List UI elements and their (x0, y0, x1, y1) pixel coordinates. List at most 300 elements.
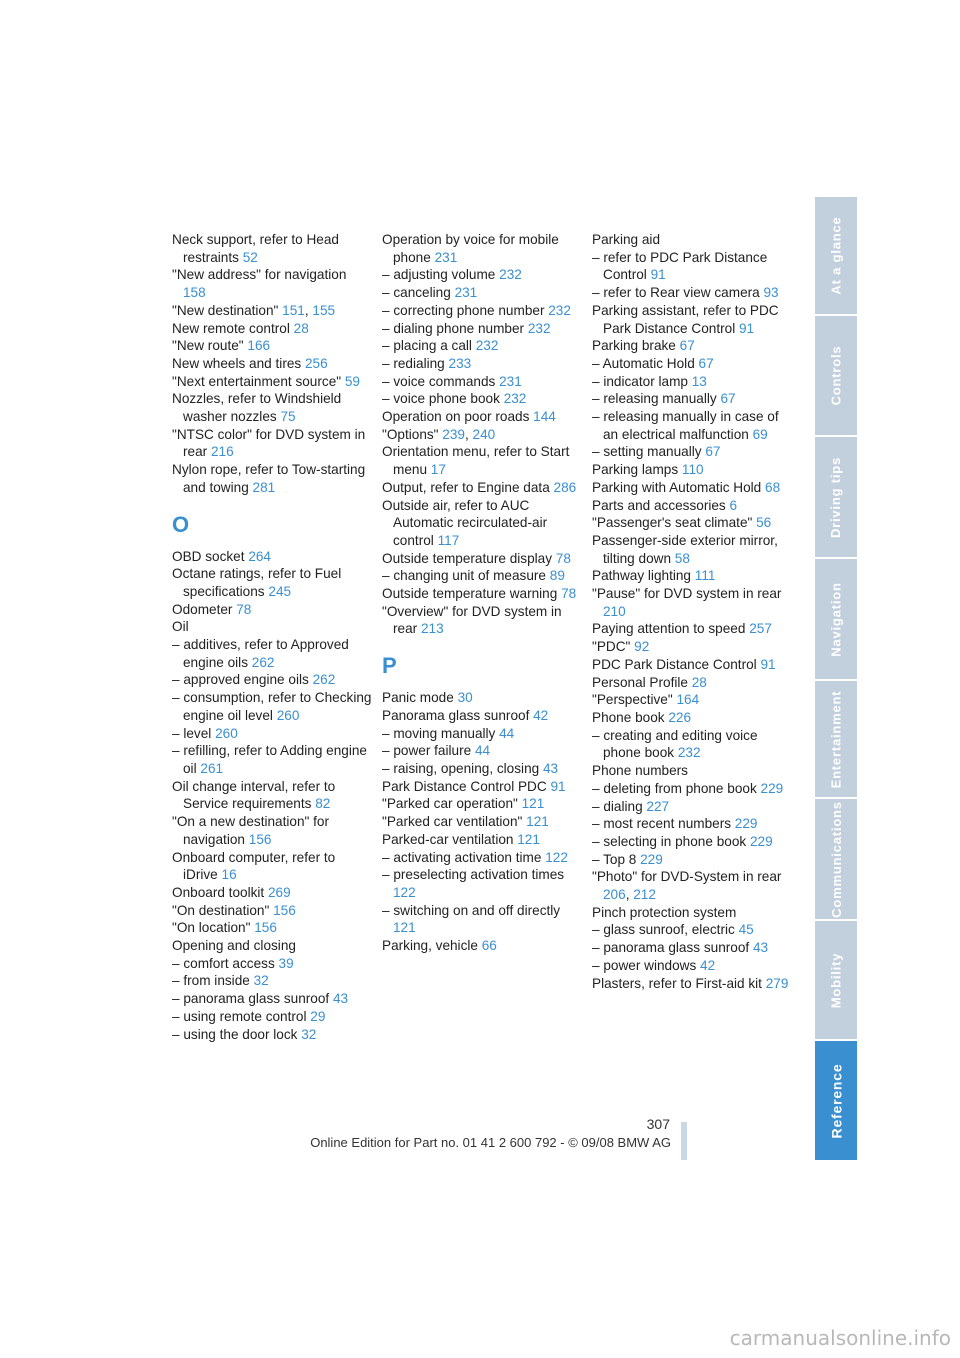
index-entry (172, 231, 372, 266)
entry-text: – level (172, 725, 216, 741)
page-link[interactable]: 216 (210, 444, 234, 460)
index-entry (592, 249, 792, 284)
page-link[interactable]: 111 (694, 568, 716, 584)
index-entry (592, 868, 792, 903)
index-entry (382, 760, 582, 778)
page-link[interactable]: 158 (183, 285, 206, 301)
entry-text: Onboard toolkit (172, 884, 268, 900)
entry-text: – voice phone book (382, 391, 504, 407)
entry-text: – placing a call (382, 338, 476, 354)
page-link[interactable]: 166 (247, 338, 271, 354)
entry-text: "Parked car ventilation" (382, 814, 527, 830)
page-link[interactable]: 121 (517, 831, 540, 847)
entry-text: – preselecting activation times (382, 867, 565, 883)
index-entry (592, 638, 792, 656)
entry-text: "Pause" for DVD system in rear (592, 586, 782, 602)
entry-text: "Next entertainment source" (172, 373, 345, 389)
entry-text: Outside temperature warning (382, 586, 562, 602)
page-link[interactable]: 67 (679, 338, 695, 354)
page-link[interactable]: 78 (236, 601, 252, 617)
page-link[interactable]: 110 (681, 462, 704, 478)
chapter-sidebar (815, 197, 857, 1160)
entry-text: – adjusting volume (382, 267, 500, 283)
page-link[interactable]: 262 (251, 654, 275, 670)
entry-text: Oil change interval, refer to Service requirements (172, 778, 336, 812)
index-entry (592, 231, 792, 249)
entry-text: Output, refer to Engine data (382, 479, 554, 495)
entry-text: – indicator lamp (592, 373, 692, 389)
entry-text: Orientation menu, refer to Start menu (382, 444, 570, 478)
index-entry (592, 709, 792, 727)
index-entry (172, 1008, 372, 1026)
index-entry (382, 337, 582, 355)
index-entry (382, 795, 582, 813)
page-link[interactable]: 232 (503, 391, 527, 407)
page-link[interactable]: 44 (474, 743, 491, 759)
index-entry (172, 1026, 372, 1044)
index-entry (592, 957, 792, 975)
entry-text: – releasing manually (592, 391, 721, 407)
entry-text: – power failure (382, 743, 475, 759)
entry-text: "NTSC color" for DVD system in rear (172, 426, 366, 460)
entry-text: Panorama glass sunroof (382, 707, 534, 723)
index-entry (382, 408, 582, 426)
page-link[interactable]: 155 (312, 302, 336, 318)
index-entry (172, 725, 372, 743)
index-entry (382, 479, 582, 497)
entry-text: Operation on poor roads (382, 409, 534, 425)
sidebar-tab-mobility[interactable]: Mobility (815, 921, 857, 1039)
page-link[interactable]: 231 (434, 249, 458, 265)
entry-text: – using remote control (172, 1008, 311, 1024)
index-entry (592, 497, 792, 515)
page-link[interactable]: 56 (756, 515, 772, 531)
index-entry (592, 408, 792, 443)
entry-text: "Passenger's seat climate" (592, 515, 757, 531)
entry-text: "On destination" (172, 902, 274, 918)
entry-text: – deleting from phone book (592, 780, 761, 796)
entry-text: Octane ratings, refer to Fuel specifications (172, 566, 342, 599)
index-entry (172, 813, 372, 848)
index-entry (592, 674, 792, 692)
page-link[interactable]: 6 (729, 497, 738, 513)
index-entry (592, 567, 792, 585)
index-entry (592, 815, 792, 833)
entry-text: – using the door lock (172, 1026, 302, 1042)
entry-text: "New address" for navigation (172, 267, 347, 283)
entry-text: Parking assistant, refer to PDC Park Distance Control (592, 302, 779, 336)
entry-text: – refer to PDC Park Distance Control (592, 249, 768, 283)
index-entry (172, 990, 372, 1008)
entry-text: Parts and accessories (592, 497, 730, 513)
page-link[interactable]: 213 (420, 621, 444, 637)
page-link[interactable]: 69 (752, 426, 768, 442)
index-entry (172, 972, 372, 990)
index-entry (382, 355, 582, 373)
page-link[interactable]: 122 (545, 849, 568, 865)
index-entry (382, 373, 582, 391)
entry-text: Nozzles, refer to Windshield washer nozzles (172, 391, 342, 425)
page-link[interactable]: 279 (765, 975, 789, 991)
index-entry (592, 833, 792, 851)
page-separator: , (464, 426, 473, 442)
entry-text: Pathway lighting (592, 568, 695, 584)
index-entry (172, 689, 372, 724)
entry-text: "On a new destination" for navigation (172, 814, 330, 847)
entry-text: "PDC" (592, 639, 635, 655)
entry-text: PDC Park Distance Control (592, 656, 761, 672)
page-link[interactable]: 67 (698, 355, 714, 371)
entry-text: – panorama glass sunroof (172, 991, 333, 1007)
page-link[interactable]: 66 (481, 938, 497, 954)
entry-text: Operation by voice for mobile phone (382, 232, 559, 265)
entry-text: Paying attention to speed (592, 621, 750, 637)
page-link[interactable]: 43 (542, 760, 559, 776)
index-entry (592, 373, 792, 391)
entry-text: Oil (172, 619, 189, 635)
index-entry (172, 937, 372, 955)
index-entry (382, 266, 582, 284)
index-column-3 (592, 231, 792, 992)
page-link[interactable]: 144 (533, 409, 556, 425)
index-entry (172, 919, 372, 937)
page-link[interactable]: 29 (310, 1008, 326, 1024)
index-entry (172, 902, 372, 920)
page-link[interactable]: 229 (760, 780, 784, 796)
index-entry (172, 636, 372, 671)
sidebar-tab-at-a-glance[interactable]: At a glance (815, 197, 857, 314)
entry-text: Odometer (172, 601, 237, 617)
page-link[interactable]: 122 (393, 884, 416, 900)
page-link[interactable]: 43 (752, 940, 769, 956)
entry-text: "Perspective" (592, 692, 677, 708)
entry-text: – refilling, refer to Adding engine oil (172, 743, 367, 776)
index-entry (172, 778, 372, 813)
index-entry (382, 231, 582, 266)
page-link[interactable]: 28 (293, 320, 309, 336)
entry-text: – dialing phone number (382, 320, 528, 336)
page-link[interactable]: 58 (674, 550, 690, 566)
page-link[interactable]: 264 (248, 548, 271, 564)
page-link[interactable]: 17 (430, 462, 446, 478)
index-entry (382, 443, 582, 478)
page-link[interactable]: 210 (603, 603, 626, 619)
sidebar-tab-communications[interactable]: Communications (815, 799, 857, 919)
index-entry (172, 355, 372, 373)
page-link[interactable]: 121 (521, 796, 545, 812)
entry-text: Parking, vehicle (382, 938, 482, 954)
page-link[interactable]: 32 (253, 973, 269, 989)
page-link[interactable]: 240 (472, 426, 496, 442)
entry-text: – most recent numbers (592, 816, 735, 832)
entry-text: Phone numbers (592, 763, 688, 779)
entry-text: – additives, refer to Approved engine oils (172, 637, 349, 670)
page-link[interactable]: 82 (315, 796, 331, 812)
index-entry (382, 707, 582, 725)
entry-text: Parking with Automatic Hold (592, 479, 766, 495)
entry-text: "New route" (172, 338, 248, 354)
page-link[interactable]: 286 (553, 479, 577, 495)
index-entry (172, 461, 372, 496)
entry-text: Pinch protection system (592, 904, 737, 920)
index-entry (382, 390, 582, 408)
sidebar-tab-reference[interactable]: Reference (815, 1041, 857, 1160)
index-entry (592, 390, 792, 408)
entry-text: – from inside (172, 973, 254, 989)
page-link[interactable]: 30 (457, 690, 473, 706)
entry-text: – creating and editing voice phone book (592, 727, 758, 761)
index-entry (592, 851, 792, 869)
entry-text: "Photo" for DVD-System in rear (592, 869, 782, 885)
page-link[interactable]: 91 (550, 778, 566, 794)
entry-text: Park Distance Control PDC (382, 778, 551, 794)
page-link[interactable]: 281 (252, 479, 276, 495)
index-entry (592, 780, 792, 798)
page-link[interactable]: 262 (312, 672, 336, 688)
index-entry (172, 373, 372, 391)
index-entry (592, 532, 792, 567)
page-link[interactable]: 229 (734, 816, 758, 832)
index-entry (592, 355, 792, 373)
page-link[interactable]: 121 (393, 920, 416, 936)
index-entry (592, 975, 792, 993)
index-entry (172, 742, 372, 777)
entry-text: "Parked car operation" (382, 796, 522, 812)
page-link[interactable]: 232 (475, 338, 499, 354)
index-entry (592, 656, 792, 674)
page-link[interactable]: 260 (276, 707, 300, 723)
entry-text: – glass sunroof, electric (592, 922, 739, 938)
page-link[interactable]: 232 (527, 320, 551, 336)
index-entry (382, 550, 582, 568)
index-entry (382, 284, 582, 302)
edition-footer: Online Edition for Part no. 01 41 2 600 792 - © 09/08 BMW AG (310, 1135, 671, 1150)
entry-text: Plasters, refer to First-aid kit (592, 975, 766, 991)
page-link[interactable]: 231 (499, 373, 522, 389)
entry-text: Nylon rope, refer to Tow-starting and towing (172, 462, 366, 495)
page-link[interactable]: 260 (215, 725, 238, 741)
page-link[interactable]: 32 (301, 1026, 317, 1042)
page-link[interactable]: 78 (561, 586, 577, 602)
page-link[interactable]: 68 (765, 479, 781, 495)
index-entry (172, 955, 372, 973)
index-entry (382, 320, 582, 338)
page-link[interactable]: 75 (280, 409, 296, 425)
entry-text: – selecting in phone book (592, 833, 750, 849)
index-entry (172, 337, 372, 355)
page-link[interactable]: 245 (268, 583, 292, 599)
sidebar-tab-controls[interactable]: Controls (815, 316, 857, 435)
page-number: 307 (646, 1116, 670, 1132)
index-entry (592, 284, 792, 302)
index-entry (172, 266, 372, 301)
index-entry (382, 866, 582, 901)
entry-text: – comfort access (172, 955, 279, 971)
index-entry (382, 426, 582, 444)
entry-text: – refer to Rear view camera (592, 285, 764, 301)
entry-text: Outside air, refer to AUC Automatic recirculated-air control (382, 497, 548, 548)
entry-text: Opening and closing (172, 938, 296, 954)
page-link[interactable]: 226 (668, 709, 692, 725)
index-entry (382, 725, 582, 743)
entry-text: – power windows (592, 957, 701, 973)
index-entry (592, 443, 792, 461)
section-letter: P (382, 653, 397, 679)
page-link[interactable]: 232 (548, 302, 571, 318)
entry-text: – consumption, refer to Checking engine oil level (172, 690, 372, 723)
page-link[interactable]: 44 (499, 725, 515, 741)
sidebar-tab-driving-tips[interactable]: Driving tips (815, 437, 857, 557)
page-link[interactable]: 239 (442, 426, 465, 442)
index-column-2 (382, 231, 582, 955)
entry-text: "Options" (382, 426, 443, 442)
page-link[interactable]: 164 (676, 692, 700, 708)
page-link[interactable]: 91 (650, 267, 666, 283)
watermark: carmanualsonline.info (729, 1326, 951, 1350)
entry-text: Parking aid (592, 232, 661, 247)
entry-text: Personal Profile (592, 674, 692, 690)
sidebar-tab-entertainment[interactable]: Entertainment (815, 681, 857, 797)
page-link[interactable]: 229 (640, 851, 663, 867)
page-link[interactable]: 261 (200, 760, 224, 776)
page-link[interactable]: 52 (242, 249, 258, 265)
page-link[interactable]: 156 (254, 920, 277, 936)
index-entry (172, 302, 372, 320)
section-letter: O (172, 511, 190, 537)
page-link[interactable]: 206 (603, 887, 626, 903)
sidebar-tab-navigation[interactable]: Navigation (815, 559, 857, 679)
page-link[interactable]: 42 (700, 957, 716, 973)
index-entry (592, 461, 792, 479)
page-link[interactable]: 92 (634, 639, 650, 655)
index-entry (172, 601, 372, 619)
page-link[interactable]: 156 (273, 902, 296, 918)
entry-text: Onboard computer, refer to iDrive (172, 849, 336, 883)
index-entry (172, 565, 372, 600)
index-entry (172, 618, 372, 636)
entry-text: Parking brake (592, 338, 680, 354)
page-link[interactable]: 233 (448, 355, 472, 371)
index-entry (172, 320, 372, 338)
entry-text: – panorama glass sunroof (592, 940, 753, 956)
page-link[interactable]: 257 (749, 621, 772, 637)
index-entry (592, 691, 792, 709)
page-link[interactable]: 231 (454, 285, 478, 301)
entry-text: – approved engine oils (172, 672, 313, 688)
entry-text: Passenger-side exterior mirror, tilting down (592, 532, 778, 566)
index-entry (382, 585, 582, 603)
page-link[interactable]: 151 (282, 302, 305, 318)
index-entry (592, 921, 792, 939)
entry-text: Outside temperature display (382, 550, 556, 566)
entry-text: – setting manually (592, 444, 706, 460)
index-entry (382, 302, 582, 320)
entry-text: "Overview" for DVD system in rear (382, 603, 562, 637)
page-link[interactable]: 42 (533, 707, 549, 723)
entry-text: – Automatic Hold (592, 355, 699, 371)
entry-text: OBD socket (172, 548, 249, 564)
index-entry (382, 937, 582, 955)
page-link[interactable]: 89 (549, 568, 565, 584)
index-entry (592, 620, 792, 638)
index-column-1 (172, 231, 372, 1043)
page-link[interactable]: 269 (267, 884, 291, 900)
entry-text: – dialing (592, 798, 647, 814)
index-entry (172, 884, 372, 902)
page-link[interactable]: 28 (691, 674, 707, 690)
index-entry (382, 813, 582, 831)
entry-text: New wheels and tires (172, 355, 305, 371)
page-link[interactable]: 78 (555, 550, 571, 566)
page-link[interactable]: 39 (278, 955, 294, 971)
index-entry (592, 514, 792, 532)
index-entry (592, 337, 792, 355)
entry-text: "New destination" (172, 302, 283, 318)
entry-text: Neck support, refer to Head restraints (172, 232, 339, 265)
page-link[interactable]: 67 (720, 391, 736, 407)
page-link[interactable]: 13 (691, 373, 707, 389)
index-entry (592, 904, 792, 922)
page-link[interactable]: 43 (332, 991, 349, 1007)
page-link[interactable]: 91 (739, 320, 755, 336)
page-link[interactable]: 121 (526, 814, 549, 830)
index-entry (382, 603, 582, 638)
entry-text: Parking lamps (592, 462, 682, 478)
entry-text: – redialing (382, 355, 449, 371)
entry-text: – raising, opening, closing (382, 760, 543, 776)
index-entry (172, 671, 372, 689)
page-link[interactable]: 59 (344, 373, 360, 389)
index-entry (382, 902, 582, 937)
page-link[interactable]: 93 (763, 285, 779, 301)
page-link[interactable]: 212 (633, 887, 656, 903)
entry-text: New remote control (172, 320, 294, 336)
page-link[interactable]: 67 (705, 444, 721, 460)
page-link[interactable]: 232 (499, 267, 522, 283)
entry-text: – Top 8 (592, 851, 641, 867)
page-link[interactable]: 256 (304, 355, 328, 371)
entry-text: Panic mode (382, 690, 458, 706)
index-entry (592, 479, 792, 497)
index-entry (382, 567, 582, 585)
index-entry (592, 939, 792, 957)
page-separator: , (625, 887, 634, 903)
page-link[interactable]: 227 (646, 798, 670, 814)
page-link[interactable]: 229 (749, 833, 773, 849)
entry-text: – activating activation time (382, 849, 546, 865)
entry-text: "On location" (172, 920, 255, 936)
entry-text: – moving manually (382, 725, 500, 741)
page-link[interactable]: 232 (677, 745, 701, 761)
entry-text: – canceling (382, 285, 455, 301)
page-link[interactable]: 45 (738, 922, 754, 938)
page-link[interactable]: 117 (437, 532, 460, 548)
index-entry (382, 689, 582, 707)
entry-text: – releasing manually in case of an electrical malfunction (592, 409, 779, 442)
page-link[interactable]: 156 (248, 831, 272, 847)
entry-text: – changing unit of measure (382, 568, 550, 584)
page-link[interactable]: 91 (760, 656, 776, 672)
page-link[interactable]: 16 (221, 867, 237, 883)
index-entry (382, 831, 582, 849)
index-entry (382, 497, 582, 550)
footer-divider (681, 1122, 687, 1160)
index-entry (172, 426, 372, 461)
index-entry (172, 390, 372, 425)
index-entry (382, 778, 582, 796)
index-entry (592, 302, 792, 337)
entry-text: – switching on and off directly (382, 902, 561, 918)
